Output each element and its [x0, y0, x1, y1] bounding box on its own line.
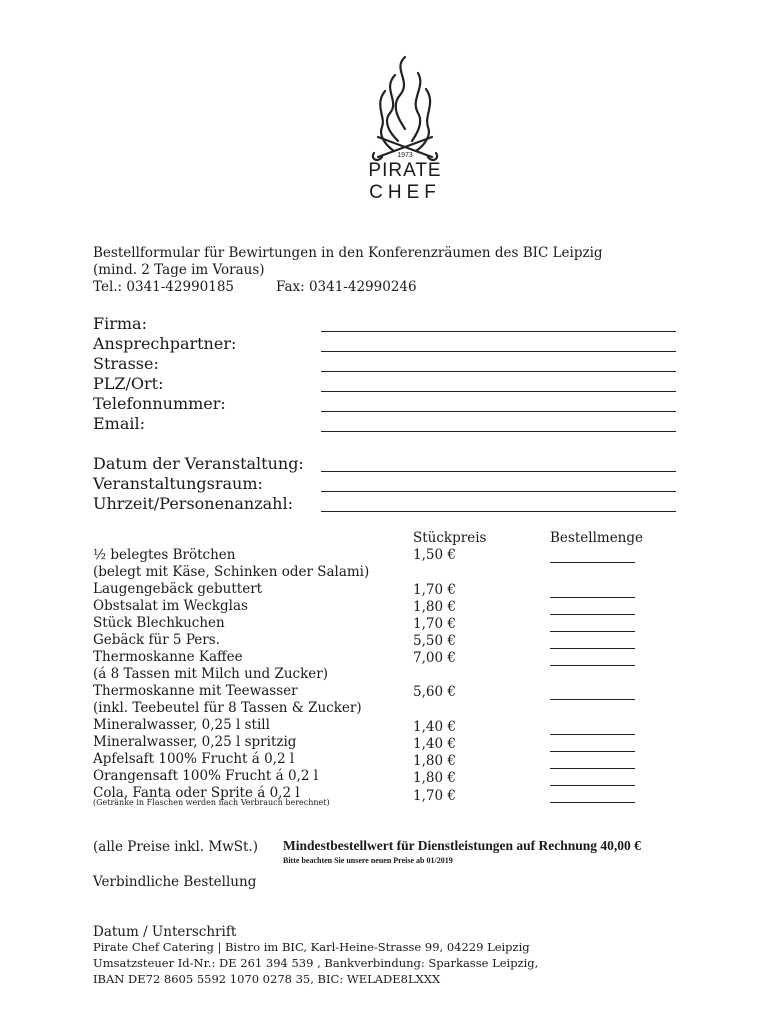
- item-name: Mineralwasser, 0,25 l still: [93, 717, 270, 733]
- item-name: Laugengebäck gebuttert: [93, 581, 263, 597]
- quantity-input-line[interactable]: [550, 597, 635, 598]
- item-price: 5,50 €: [413, 633, 456, 649]
- field-label-datum: Datum der Veranstaltung:: [93, 454, 304, 473]
- quantity-input-line[interactable]: [550, 802, 635, 803]
- item-price: 1,80 €: [413, 753, 456, 769]
- item-price: 1,70 €: [413, 582, 456, 598]
- quantity-input-line[interactable]: [550, 631, 635, 632]
- datum-input-line[interactable]: [321, 471, 676, 472]
- item-note: (á 8 Tassen mit Milch und Zucker): [93, 666, 329, 682]
- prices-note: (alle Preise inkl. MwSt.): [93, 839, 258, 855]
- footer-tax-bank: Umsatzsteuer Id-Nr.: DE 261 394 539 , Bankverbindung: Sparkasse Leipzig,: [93, 956, 539, 970]
- field-label-strasse: Strasse:: [93, 354, 159, 373]
- field-label-firma: Firma:: [93, 314, 147, 333]
- intro-notice: (mind. 2 Tage im Voraus): [93, 262, 265, 278]
- column-header-price: Stückpreis: [413, 530, 487, 546]
- logo-year: 1973: [397, 152, 413, 159]
- item-name: Thermoskanne Kaffee: [93, 649, 243, 665]
- pirate-chef-logo: [360, 55, 450, 215]
- quantity-input-line[interactable]: [550, 751, 635, 752]
- ansprechpartner-input-line[interactable]: [321, 351, 676, 352]
- quantity-input-line[interactable]: [550, 648, 635, 649]
- field-label-uhrzeit: Uhrzeit/Personenanzahl:: [93, 494, 293, 513]
- uhrzeit-input-line[interactable]: [321, 511, 676, 512]
- intro-fax: Fax: 0341-42990246: [276, 279, 417, 295]
- item-name: Gebäck für 5 Pers.: [93, 632, 220, 648]
- min-order-value: Mindestbestellwert für Dienstleistungen auf Rechnung 40,00 €: [283, 838, 641, 853]
- raum-input-line[interactable]: [321, 491, 676, 492]
- new-prices-note: Bitte beachten Sie unsere neuen Preise ab 01/2019: [283, 856, 453, 865]
- item-name: Thermoskanne mit Teewasser: [93, 683, 298, 699]
- field-label-ansprechpartner: Ansprechpartner:: [93, 334, 237, 353]
- binding-order: Verbindliche Bestellung: [93, 874, 257, 890]
- item-price: 1,80 €: [413, 599, 456, 615]
- item-name: Stück Blechkuchen: [93, 615, 225, 631]
- logo-text-pirate: PIRATE: [368, 160, 442, 181]
- item-name: Apfelsaft 100% Frucht á 0,2 l: [93, 751, 295, 767]
- item-note: (inkl. Teebeutel für 8 Tassen & Zucker): [93, 700, 362, 716]
- quantity-input-line[interactable]: [550, 734, 635, 735]
- item-price: 1,80 €: [413, 770, 456, 786]
- field-label-raum: Veranstaltungsraum:: [93, 474, 263, 493]
- logo-text-chef: CHEF: [369, 182, 441, 203]
- item-name: Orangensaft 100% Frucht á 0,2 l: [93, 768, 319, 784]
- item-price: 1,70 €: [413, 788, 456, 804]
- item-price: 1,50 €: [413, 547, 456, 563]
- intro-tel: Tel.: 0341-42990185: [93, 279, 235, 295]
- footer-address: Pirate Chef Catering | Bistro im BIC, Karl-Heine-Strasse 99, 04229 Leipzig: [93, 940, 530, 954]
- footer-iban: IBAN DE72 8605 5592 1070 0278 35, BIC: WELADE8LXXX: [93, 972, 441, 986]
- quantity-input-line[interactable]: [550, 699, 635, 700]
- drinks-note: (Getränke in Flaschen werden nach Verbrauch berechnet): [93, 798, 330, 807]
- column-header-quantity: Bestellmenge: [550, 530, 644, 546]
- strasse-input-line[interactable]: [321, 371, 676, 372]
- field-label-telefon: Telefonnummer:: [93, 394, 226, 413]
- quantity-input-line[interactable]: [550, 665, 635, 666]
- telefon-input-line[interactable]: [321, 411, 676, 412]
- item-name: ½ belegtes Brötchen: [93, 547, 236, 563]
- item-price: 1,70 €: [413, 616, 456, 632]
- date-signature-label: Datum / Unterschrift: [93, 924, 237, 940]
- field-label-email: Email:: [93, 414, 146, 433]
- item-price: 5,60 €: [413, 684, 456, 700]
- item-price: 7,00 €: [413, 650, 456, 666]
- quantity-input-line[interactable]: [550, 785, 635, 786]
- firma-input-line[interactable]: [321, 331, 676, 332]
- item-name: Mineralwasser, 0,25 l spritzig: [93, 734, 297, 750]
- intro-title: Bestellformular für Bewirtungen in den Konferenzräumen des BIC Leipzig: [93, 245, 603, 261]
- email-input-line[interactable]: [321, 431, 676, 432]
- quantity-input-line[interactable]: [550, 562, 635, 563]
- item-price: 1,40 €: [413, 719, 456, 735]
- field-label-plz-ort: PLZ/Ort:: [93, 374, 164, 393]
- quantity-input-line[interactable]: [550, 614, 635, 615]
- item-note: (belegt mit Käse, Schinken oder Salami): [93, 564, 370, 580]
- item-name: Obstsalat im Weckglas: [93, 598, 248, 614]
- quantity-input-line[interactable]: [550, 768, 635, 769]
- plz-ort-input-line[interactable]: [321, 391, 676, 392]
- item-name: Cola, Fanta oder Sprite á 0,2 l: [93, 785, 300, 801]
- item-price: 1,40 €: [413, 736, 456, 752]
